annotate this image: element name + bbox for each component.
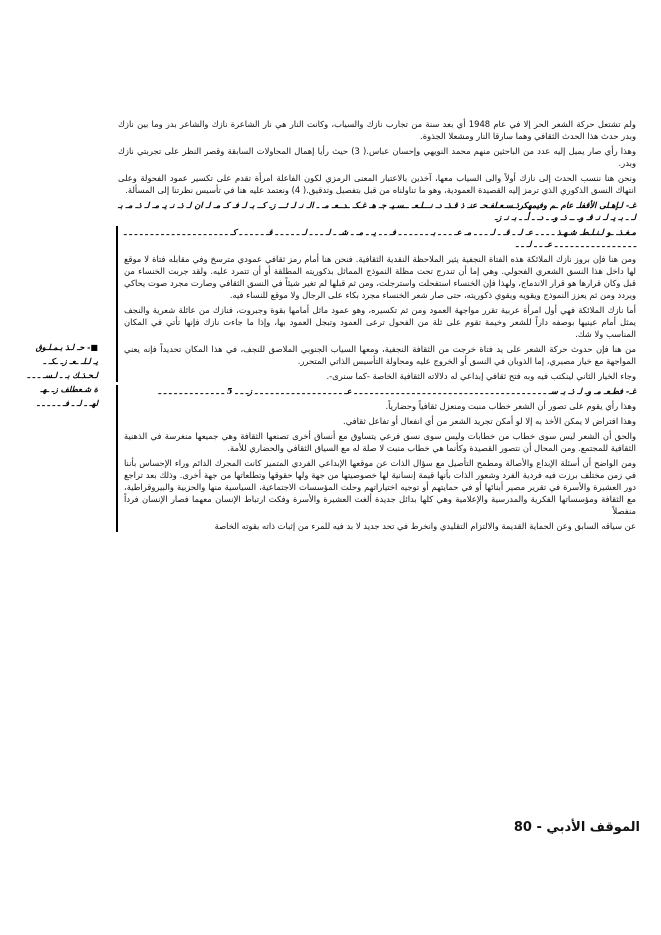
pull-quote-line-4: ة شـعطلف زـ ـهـ: [40, 384, 98, 394]
paragraph-9: وهذا افتراض لا يمكن الأخذ به إلا لو أمكن تجريد الشعر من أي انفعال أو تفاعل ثقافي.: [343, 416, 636, 426]
paragraph-12: عن سياقه السابق وعن الحماية القديمة والالتزام التقليدي وانخرط في تحد جديد لا بد فيه للمرء من إثبات ذاته بقوته الخاصة: [214, 521, 636, 531]
paragraph-3: ونحن هنا ننسب الحدث إلى نازك أولاً والى السياب معها، آخذين بالاعتبار المعنى الرمزي لكون الفاعلة امرأة تقدم على تكسير عمود الفحولة وعلى انتهاك النسق الذكوري الذي ترمز إليه القصيدة العمودية، وهو ما تناولناه من قبل بتفصيل وتدقيق.( 4) ونعتمد عليه هنا في تأسيس نظرتنا إلى المسألة.: [118, 173, 636, 195]
paragraph-6: من هنا فإن حدوث حركة الشعر على يد فتاة خرجت من الثقافة النجفية، ومعها السياب الجنوبي الملاصق للنجف، في هذا المكان تحديداً فإنه يعني المواجهة مع خيار مصيري، إما الذوبان في النسق أو الخروج عليه ومحاولة التأسيس الذاتي المتحرر.: [124, 344, 636, 366]
pull-quote-line-1: حـ لـذ بـمـلـوق: [35, 342, 85, 352]
paragraph-10: والحق أن الشعر ليس سوى خطاب من خطابات وليس سوى نسق فرعي يتساوق مع أنساق أخرى تصنعها الثقافة وهي جميعها منغرسة في الذهنية الثقافية للمجتمع. ومن المحال أن نتصور القصيدة وكأنما هي خطاب منبت لا صلة له مع السياق الثقافي والحضاري للأمة.: [124, 431, 636, 453]
pull-quote-line-3: لـحـذـك بـ ـ لـسـ ـ ـ ـ: [27, 370, 98, 380]
paragraph-5: أما نازك الملائكة فهي أول امرأة عربية تقرر مواجهة العمود ومن ثم تكسيره، وهو عمود ماثل أمامها بقوة وجبروت، فنازك من عائلة شعرية والنجف يمثل أمام عينيها بوصفه داراً للشعر وخيمة تقوم على ثلة من الفحول ترعى العمود وتبجل العمود بها، وإذا ما جاءت نازك فإنها تأتي في المكان المناسب ولا شك.: [124, 305, 636, 339]
side-pull-quote: [6, 340, 98, 410]
garbled-line-2: مـغـذـ ـو لـنـلـطـ شـهـذ ـ ـ ـ ـ عـ لـ ـ قـ ـ لـ ـ ـ ـ مـ عـ ـ ـ ـ بـ ـ ـ ـ ـ ـ ـ فـ ـ ـ يـ ـ مـ ـ شـ ـ لـ ـ ـ ـ لـ ـ ـ ـ ـ ـ قـ ـ ـ ـ ـ ـ كـ ـ ـ ـ ـ ـ ـ ـ ـ ـ ـ ـ ـ ـ ـ ـ ـ ـ ـ ـ ـ ـ ـ ـ ـ ـ ـ ـ ـ ـ ـ ـ ـ ـ ـ ـ ـ عـ ـ ـ لـ ـ ـ: [124, 227, 636, 249]
boxed-section-1: [116, 226, 636, 382]
pull-quote-line-2: يـ لـلـ ـعـ زـ ـكـ ـ: [43, 356, 98, 366]
pull-quote-line-5: لهـ ـ لـ ـ فـ ـ ـ ـ ـ ـ: [37, 398, 98, 408]
paragraph-11: ومن الواضح أن أسئلة الإبداع والأصالة ومطمح التأصيل مع سؤال الذات عن موقعها الإبداعي الفردي المتميز كانت المحرك الدائم وراء الإحساس بأننا في زمن مختلف برزت فيه فردية الفرد وشعور الذات بأنها قيمة إنسانية لها خصوصيتها من جهة ولها حقوقها وتطلعاتها من جهة أخرى. وذلك بعد تراجع دور العشيرة والأسرة في تقرير مصير أبنائها أو في حمايتهم أو توجيه اختياراتهم وحلت المؤسسات الاجتماعية، السياسية منها والحزبية والبيروقراطية، مع الثقافة ومؤسساتها الفكرية والمدرسية والإعلامية وهي كلها بدائل جديدة ألغت العشيرة والأسرة وفكت ارتباط الإنسان معهما فصار الإنسان فرداً منفصلاً: [124, 458, 636, 516]
paragraph-4: ومن هنا فإن بروز نازك الملائكة هذه الفتاة النجفية يثير الملاحظة النقدية الثقافية. فنحن هنا أمام رمز ثقافي عمودي مترسخ وفي مقابله فتاة لا موقع لها داخل هذا النسق الشعري الفحولي. وهي إما أن تندرج تحت مظلة النموذج المماثل بذكوريته المطلقة أو أن تتمرد عليه. ولقد جربت الخنساء من قبل وكان قرارها هو قرار الاندماج، ولهذا فإن الخنساء استفحلت واسترجلت، ومن ثم قبلها لم تغير شيئاً في النسق الثقافي وصارت مجرد صوت يحاكي ويردد ومن ثم يعزز النموذج ويقويه ويقوي ذكوريته، حتى صار شعر الخنساء مجرد بكاء على الرجال ولا موقع للنساء فيه.: [124, 254, 636, 300]
paragraph-1: ولم تشتعل حركة الشعر الحر إلا في عام 1948 أي بعد سنة من تجارب نازك والسياب، وكانت النار هي نار الشاعرة نازك والشاعر بدر وما بين نازك وبدر حدث هذا الحدث الثقافي وهما سارقا النار ومشعلا الجذوة.: [118, 119, 636, 141]
pull-quote-bullet: ■-: [87, 342, 98, 352]
page-footer: الموقف الأدبي - 80: [513, 820, 640, 835]
paragraph-7: وجاء الخيار الثاني لينكتب فيه وبه فتح ثقافي إبداعي له دلالاته الثقافية الخاصة -كما سنرى-.: [326, 371, 636, 381]
paragraph-2: وهذا رأي صار يميل إليه عدد من الباحثين منهم محمد النويهي وإحسان عباس.( 3) حيث رأيا إهمال المحاولات السابقة وقصر النظر على تجربتي نازك وبدر.: [118, 146, 636, 168]
paragraph-8: وهذا رأي يقوم على تصور أن الشعر خطاب منبت ومنعزل ثقافياً وحضارياً.: [385, 401, 636, 411]
article-body: [118, 118, 636, 535]
garbled-line-1: غـ- لـإهـلى الأقفلـ عام ـم وفيمهكرذـسـعـلفـحـ عنـ ذ قـذـ دـ نـــلـعـ ــسـيـ جـ هـ غـكـ ـدــعـ مـ ـ الـ نـ لـ ئـــ زـ كــ بـ لـ فـ كـ مـ لـ ان لـ ذـ نـ يـ مـ لـ ذـ مـ بـ لـ ـ بـ يـ لـ نـ قـ وـ ــ ذـ وـ ـ دـ ـ أـ ـ بـ نـ زـ: [118, 200, 636, 222]
garbled-line-3: غـ- فطـعـ مـ وـ لـ ذـ بـ سـ ـ ـ ـ ـ ـ ـ ـ ـ ـ ـ ـ ـ ـ ـ ـ ـ ـ ـ ـ ـ ـ ـ ـ ـ ـ ـ ـ ـ ـ ـ ـ ـ ـ ـ ـ ـ ـ عـ ـ ـ ـ ـ ـ ـ ـ ـ ـ ـ ـ ـ ـ ـ ـ ـ ـ زـ ـ ـ 5 ـ ـ ـ ـ ـ ـ ـ ـ ـ ـ ـ ـ ـ: [158, 386, 636, 396]
boxed-section-2: [116, 385, 636, 532]
